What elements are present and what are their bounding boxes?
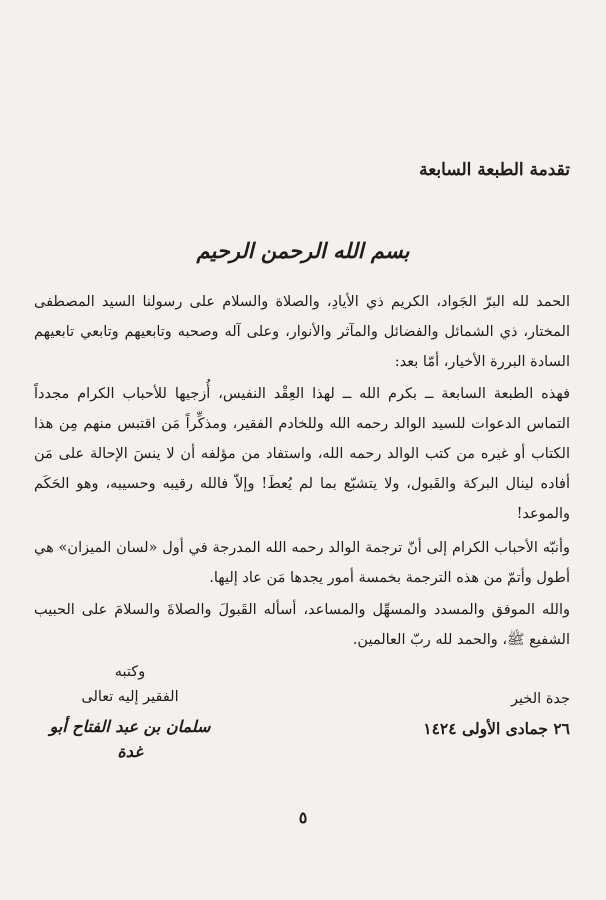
signature-block xyxy=(40,660,220,764)
place-date-block xyxy=(370,687,570,741)
signature-poor: الفقير إليه تعالى xyxy=(81,689,179,705)
signature-date: ٢٦ جمادى الأولى ١٤٢٤ xyxy=(423,719,570,738)
page-number: ٥ xyxy=(298,808,308,827)
page-title: تقدمة الطبعة السابعة xyxy=(419,160,570,180)
signature-name: سلمان بن عبد الفتاح أبو غدة xyxy=(49,717,211,761)
basmala-calligraphy: بسم الله الرحمن الرحيم xyxy=(196,238,410,263)
signature-wrote: وكتبه xyxy=(114,664,146,680)
paragraph-2: فهذه الطبعة السابعة ــ بكرم الله ــ لهذا العِقْد النفيس، أُزجيها للأحباب الكرام مجدداً التماس الدعوات للسيد الوالد رحمه الله وللخادم الفقير، ومذكِّراً مَن اقتبس منهم مِن هذا الكتاب أو غيره من كتب الوالد رحمه الله، واستفاد من مؤلفه أن لا ينسَ الإحالة على مَن أفاده لينال البركة والقَبول، ولا يتشبّع بما لم يُعطَ! وإلاّ فالله رقيبه وحسيبه، وهو الحَكَم والموعد! xyxy=(34,386,570,522)
paragraph-4: والله الموفق والمسدد والمسهِّل والمساعد، أسأله القَبولَ والصلاةَ والسلامَ على الحبيب الشفيع ﷺ، والحمد لله ربّ العالمين. xyxy=(34,602,570,648)
paragraph-1: الحمد لله البرّ الجَواد، الكريم ذي الأيادِ، والصلاة والسلام على رسولنا السيد المصطفى المختار، ذي الشمائل والفضائل والمآثر والأنوار، وعلى آله وصحبه وتابعيهم وتابعي تابعيهم السادة البررة الأخيار، أمّا بعد: xyxy=(34,294,570,370)
paragraph-3: وأنبّه الأحباب الكرام إلى أنّ ترجمة الوالد رحمه الله المدرجة في أول «لسان الميزان» هي أطول وأتمّ من هذه الترجمة بخمسة أمور يجدها مَن عاد إليها. xyxy=(34,540,570,586)
signature-place: جدة الخير xyxy=(511,691,570,707)
